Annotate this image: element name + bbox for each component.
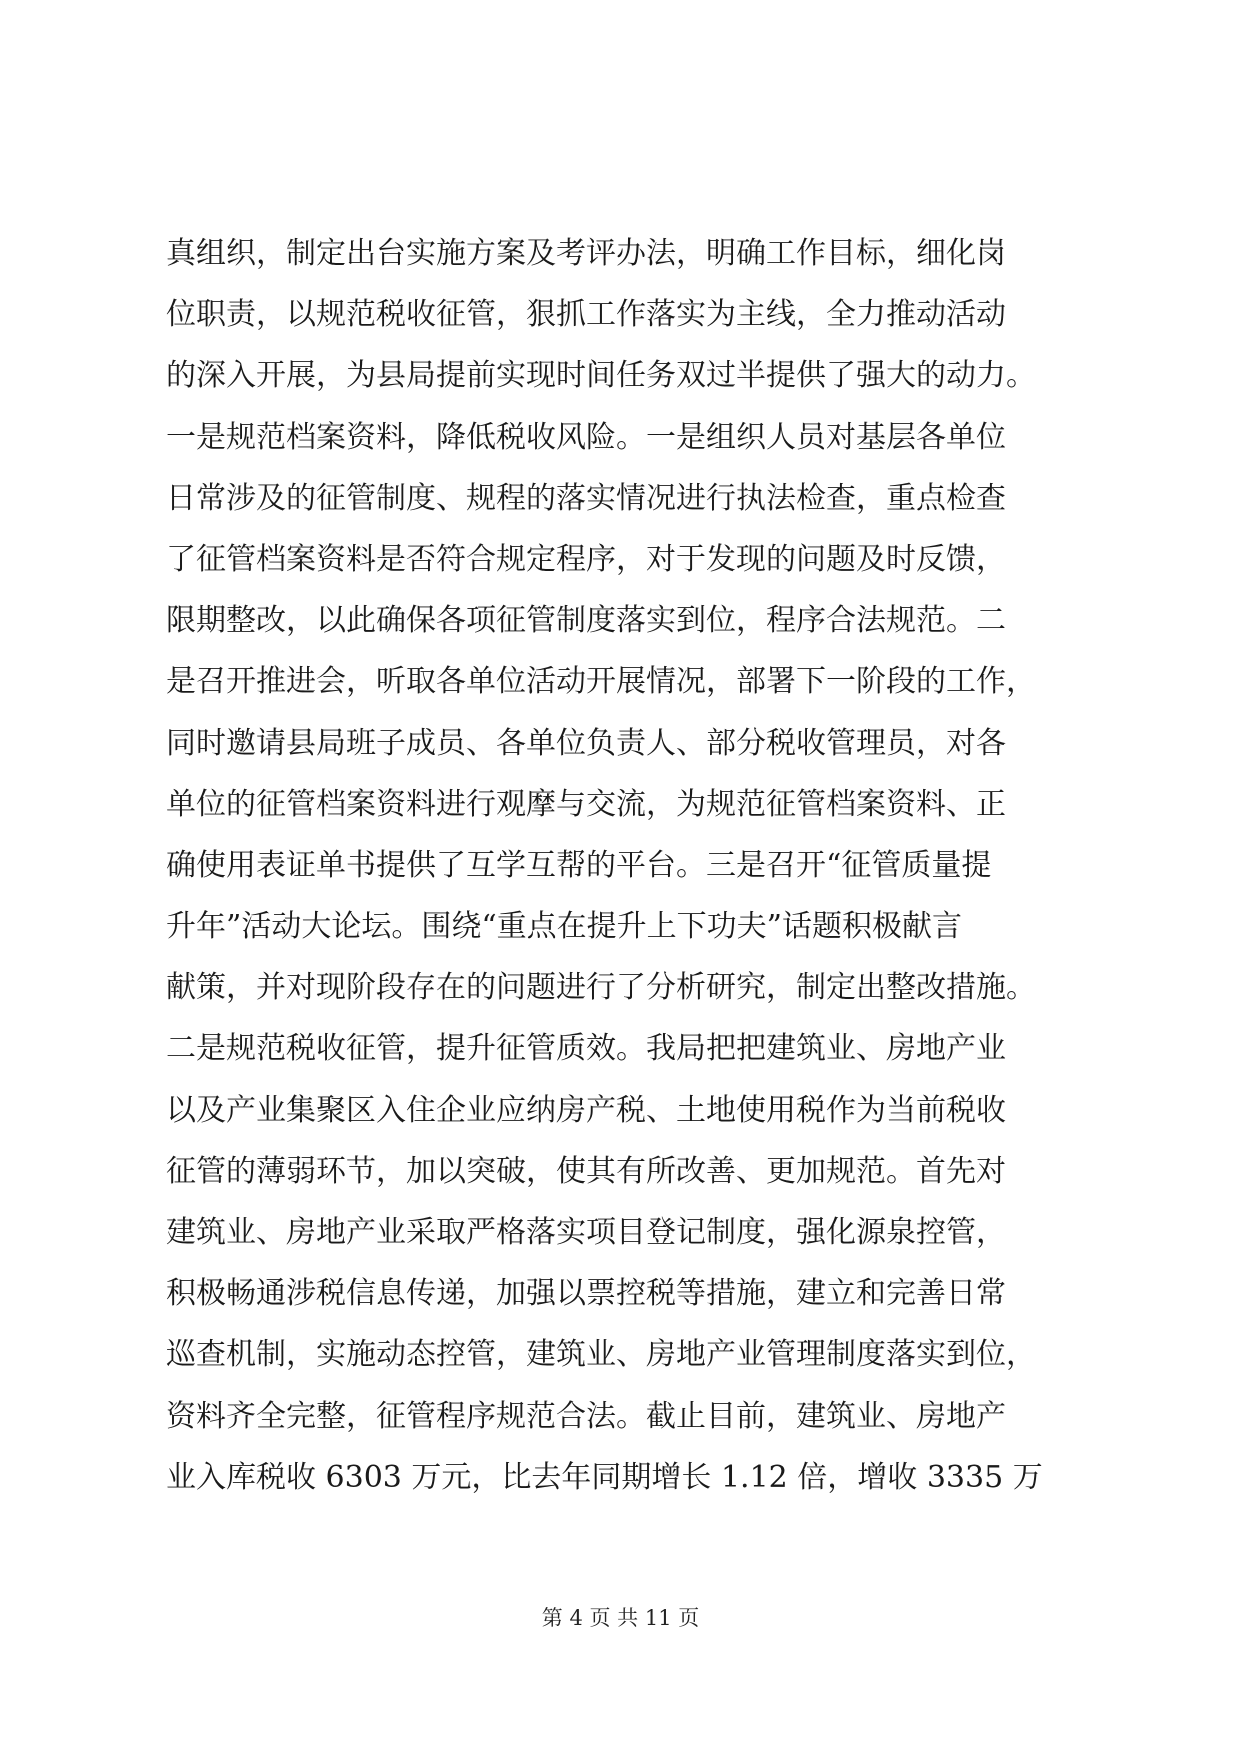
text-line-9: 同时邀请县局班子成员、各单位负责人、部分税收管理员，对各: [166, 725, 1006, 761]
text-line-10: 单位的征管档案资料进行观摩与交流，为规范征管档案资料、正: [166, 786, 1006, 822]
text-line-16: 征管的薄弱环节，加以突破，使其有所改善、更加规范。首先对: [166, 1153, 1006, 1189]
text-line-15: 以及产业集聚区入住企业应纳房产税、土地使用税作为当前税收: [166, 1092, 1006, 1128]
text-line-6: 了征管档案资料是否符合规定程序，对于发现的问题及时反馈，: [166, 541, 1006, 577]
text-line-7: 限期整改，以此确保各项征管制度落实到位，程序合法规范。二: [166, 603, 1006, 639]
text-line-5: 日常涉及的征管制度、规程的落实情况进行执法检查，重点检查: [166, 480, 1006, 516]
page-footer: [0, 1604, 1241, 1632]
text-line-13: 献策，并对现阶段存在的问题进行了分析研究，制定出整改措施。: [166, 970, 1036, 1006]
text-line-1: 真组织，制定出台实施方案及考评办法，明确工作目标，细化岗: [166, 236, 1006, 271]
text-line-19: 巡查机制，实施动态控管，建筑业、房地产业管理制度落实到位，: [166, 1337, 1036, 1373]
text-line-2: 位职责，以规范税收征管，狠抓工作落实为主线，全力推动活动: [166, 297, 1006, 333]
text-line-4: 一是规范档案资料，降低税收风险。一是组织人员对基层各单位: [166, 419, 1006, 455]
text-line-21: 业入库税收 6303 万元，比去年同期增长 1.12 倍，增收 3335 万: [166, 1459, 1043, 1495]
text-line-20: 资料齐全完整，征管程序规范合法。截止目前，建筑业、房地产: [166, 1398, 1006, 1434]
text-line-8: 是召开推进会，听取各单位活动开展情况，部署下一阶段的工作，: [166, 664, 1036, 700]
body-text: [166, 230, 1096, 1515]
text-line-14: 二是规范税收征管，提升征管质效。我局把把建筑业、房地产业: [166, 1031, 1006, 1067]
text-line-11: 确使用表证单书提供了互学互帮的平台。三是召开“征管质量提: [166, 847, 992, 883]
text-line-17: 建筑业、房地产业采取严格落实项目登记制度，强化源泉控管，: [166, 1215, 1006, 1250]
text-line-3: 的深入开展，为县局提前实现时间任务双过半提供了强大的动力。: [166, 358, 1036, 394]
page-number: 第 4 页 共 11 页: [541, 1606, 700, 1630]
text-line-12: 升年”活动大论坛。围绕“重点在提升上下功夫”话题积极献言: [166, 909, 963, 945]
text-line-18: 积极畅通涉税信息传递，加强以票控税等措施，建立和完善日常: [166, 1276, 1006, 1312]
